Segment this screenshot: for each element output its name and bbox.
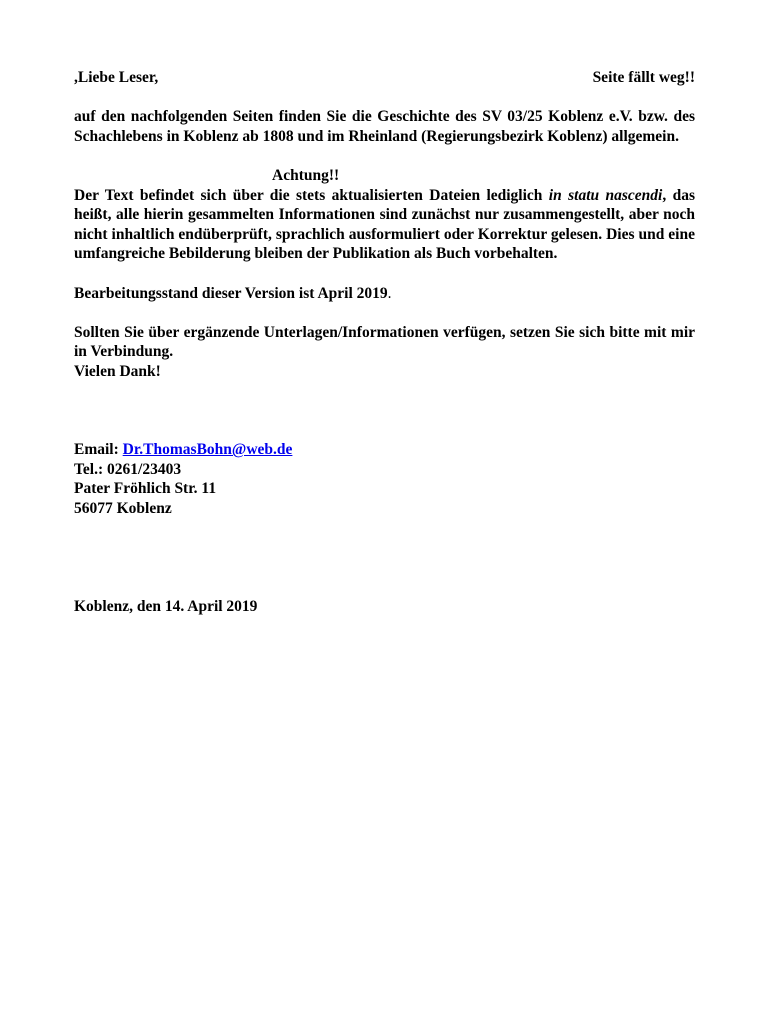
- email-label: Email:: [74, 441, 119, 459]
- street-line: Pater Fröhlich Str. 11: [74, 480, 217, 498]
- warning-paragraph: [74, 186, 695, 264]
- letter-body: [74, 68, 695, 617]
- intro-paragraph: auf den nachfolgenden Seiten finden Sie die Geschichte des SV 03/25 Koblenz e.V. bzw. des Schachlebens in Koblenz ab 1808 und im Rheinland (Regierungsbezirk Koblenz) allgemein.: [74, 108, 695, 145]
- email-line: [74, 440, 695, 460]
- phone-line: Tel.: 0261/23403: [74, 460, 182, 478]
- warning-title: Achtung!!: [272, 166, 340, 184]
- warning-italic-phrase: in statu nascendi: [548, 186, 663, 204]
- warning-text-after: , das heißt, alle hierin gesammelten Informationen sind zunächst nur zusammengestellt, aber noch nicht inhaltlich endüberprüft, sprachlich ausformuliert oder Korrektur gelesen. Dies und eine umfangreiche Bebilderung bleiben der Publikation als Buch vorbehalten.: [74, 186, 695, 263]
- version-note-text: Bearbeitungsstand dieser Version ist April 2019: [74, 284, 388, 302]
- warning-text-before: Der Text befindet sich über die stets aktualisierten Dateien lediglich: [74, 186, 549, 204]
- contact-block: [74, 440, 695, 518]
- version-note-dot: .: [387, 284, 392, 302]
- city-line: 56077 Koblenz: [74, 500, 172, 518]
- request-paragraph: Sollten Sie über ergänzende Unterlagen/Informationen verfügen, setzen Sie sich bitte mit mir in Verbindung.: [74, 323, 695, 361]
- letter-header: [74, 68, 695, 88]
- signoff-line: Koblenz, den 14. April 2019: [74, 598, 258, 616]
- greeting: ,Liebe Leser,: [74, 69, 159, 86]
- version-note: [74, 284, 695, 304]
- email-link[interactable]: Dr.ThomasBohn@web.de: [122, 441, 293, 459]
- page-note: Seite fällt weg!!: [592, 69, 695, 86]
- thanks-line: Vielen Dank!: [74, 362, 161, 380]
